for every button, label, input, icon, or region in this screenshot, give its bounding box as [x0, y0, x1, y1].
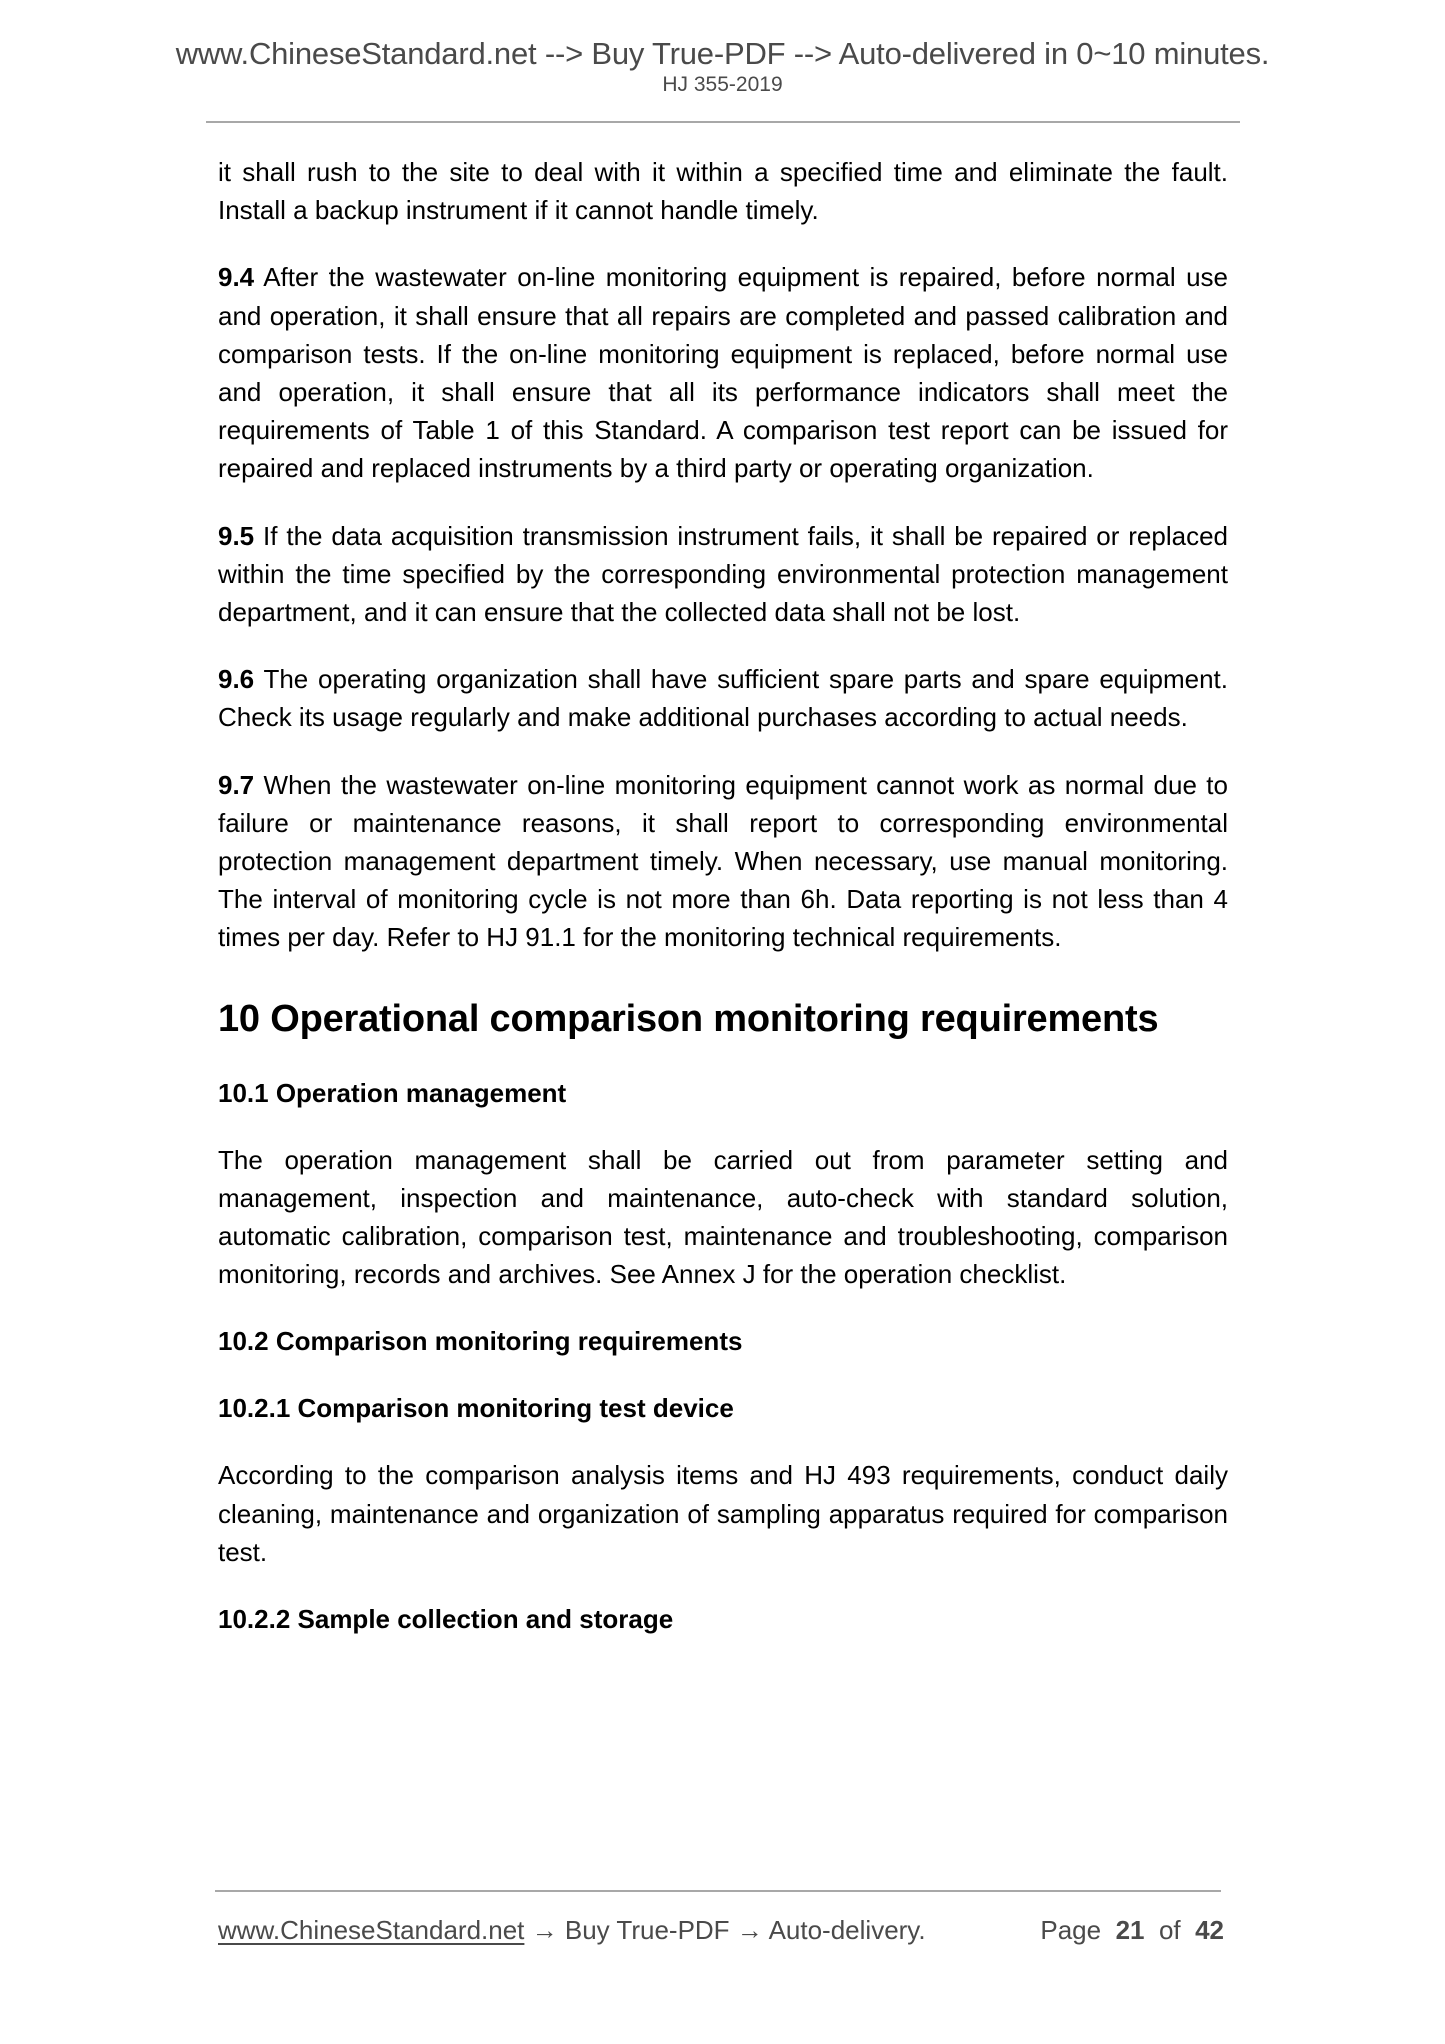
section-10-2-1-heading: 10.2.1 Comparison monitoring test device: [218, 1393, 734, 1424]
standard-code: HJ 355-2019: [662, 73, 783, 96]
clause-9-4: [218, 258, 1228, 487]
clause-9-6: [218, 660, 1228, 736]
clause-text: When the wastewater on-line monitoring equipment cannot work as normal due to failure or maintenance reasons, it shall report to corresponding environmental protection management department timely. When necessary, use manual monitoring. The interval of monitoring cycle is not more than 6h. Data reporting is not less than 4 times per day. Refer to HJ 91.1 for the monitoring technical requirements.: [218, 769, 1228, 953]
clause-text: After the wastewater on-line monitoring equipment is repaired, before normal use and operation, it shall ensure that all repairs are completed and passed calibration and comparison tests. If the on-line monitoring equipment is replaced, before normal use and operation, it shall ensure that all its performance indicators shall meet the requirements of Table 1 of this Standard. A comparison test report can be issued for repaired and replaced instruments by a third party or operating organization.: [218, 262, 1228, 484]
section-10-1-heading: 10.1 Operation management: [218, 1077, 567, 1108]
clause-9-7: [218, 766, 1228, 957]
clause-number: 9.5: [218, 520, 255, 551]
clause-9-5: [218, 517, 1228, 632]
page-of: of: [1158, 1915, 1181, 1945]
page-number: [1040, 1912, 1224, 1948]
section-10-2-heading: 10.2 Comparison monitoring requirements: [218, 1326, 743, 1357]
page-label: Page: [1040, 1915, 1102, 1945]
footer-website-link[interactable]: www.ChineseStandard.net: [218, 1915, 525, 1945]
clause-text: The operating organization shall have sufficient spare parts and spare equipment. Check its usage regularly and make additional purchases according to actual needs.: [218, 664, 1228, 733]
continuation-paragraph: it shall rush to the site to deal with it within a specified time and eliminate the fault. Install a backup instrument if it cannot handle timely.: [218, 157, 1228, 226]
clause-number: 9.4: [218, 262, 255, 293]
section-10-2-2-heading: 10.2.2 Sample collection and storage: [218, 1604, 674, 1635]
section-10-2-1-paragraph: According to the comparison analysis items and HJ 493 requirements, conduct daily cleaning, maintenance and organization of sampling apparatus required for comparison test.: [218, 1460, 1228, 1567]
header-divider: [206, 121, 1240, 123]
page-content: [218, 153, 1228, 1638]
clause-number: 9.6: [218, 664, 255, 695]
clause-number: 9.7: [218, 769, 255, 800]
page-current: 21: [1115, 1915, 1145, 1945]
footer-tagline: → Buy True-PDF → Auto-delivery.: [524, 1915, 926, 1945]
page-total: 42: [1195, 1915, 1224, 1945]
footer-divider: [215, 1890, 1221, 1892]
section-10-1-paragraph: The operation management shall be carried out from parameter setting and management, inspection and maintenance, auto-check with standard solution, automatic calibration, comparison test, maintenance and troubleshooting, comparison monitoring, records and archives. See Annex J for the operation checklist.: [218, 1144, 1228, 1290]
page-footer: [218, 1912, 1228, 1948]
clause-text: If the data acquisition transmission instrument fails, it shall be repaired or replaced within the time specified by the corresponding environmental protection management department, and it can ensure that the collected data shall not be lost.: [218, 520, 1229, 628]
header-banner: www.ChineseStandard.net --> Buy True-PDF --> Auto-delivered in 0~10 minutes.: [175, 36, 1270, 71]
section-10-heading: 10 Operational comparison monitoring requirements: [218, 997, 1159, 1040]
